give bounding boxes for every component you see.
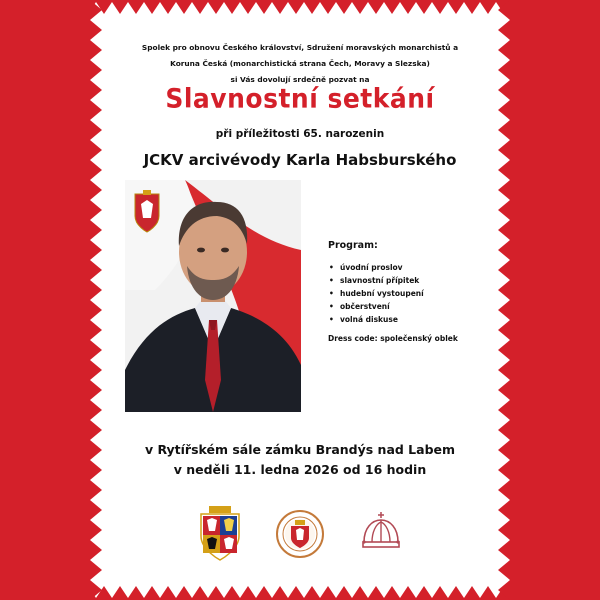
dress-code: Dress code: společenský oblek — [328, 334, 458, 343]
venue-text: v Rytířském sále zámku Brandýs nad Labem — [144, 442, 456, 457]
honoree-name: JCKV arcivévody Karla Habsburského — [143, 151, 457, 169]
program-heading: Program: — [328, 240, 378, 251]
portrait-photo — [125, 180, 301, 412]
program-item: • slavnostní přípitek — [328, 274, 508, 287]
program-item: • občerstvení — [328, 300, 508, 313]
intro-line-3: si Vás dovolují srdečně pozvat na — [230, 75, 370, 84]
occasion-text: při příležitosti 65. narozenin — [215, 128, 385, 140]
event-title: Slavnostní setkání — [165, 83, 435, 114]
date-text: v neděli 11. ledna 2026 od 16 hodin — [173, 462, 427, 477]
intro-line-1: Spolek pro obnovu Českého království, Sdružení moravských monarchistů a — [141, 43, 459, 52]
program-section — [328, 240, 508, 343]
intro-line-2: Koruna Česká (monarchistická strana Čech, Moravy a Slezska) — [170, 59, 430, 68]
top-zigzag-border — [88, 0, 512, 14]
organizers-intro — [118, 40, 482, 88]
program-list — [328, 261, 508, 326]
crown-icon — [356, 506, 406, 562]
program-item: • volná diskuse — [328, 313, 508, 326]
flag-coat-of-arms-icon — [135, 190, 159, 232]
coat-of-arms-icon — [195, 506, 245, 562]
invitation-poster — [88, 0, 512, 600]
round-seal-icon — [275, 506, 325, 562]
bottom-zigzag-border — [88, 586, 512, 600]
left-red-border — [0, 0, 88, 600]
program-item: • úvodní proslov — [328, 261, 508, 274]
program-item: • hudební vystoupení — [328, 287, 508, 300]
right-red-border — [512, 0, 600, 600]
